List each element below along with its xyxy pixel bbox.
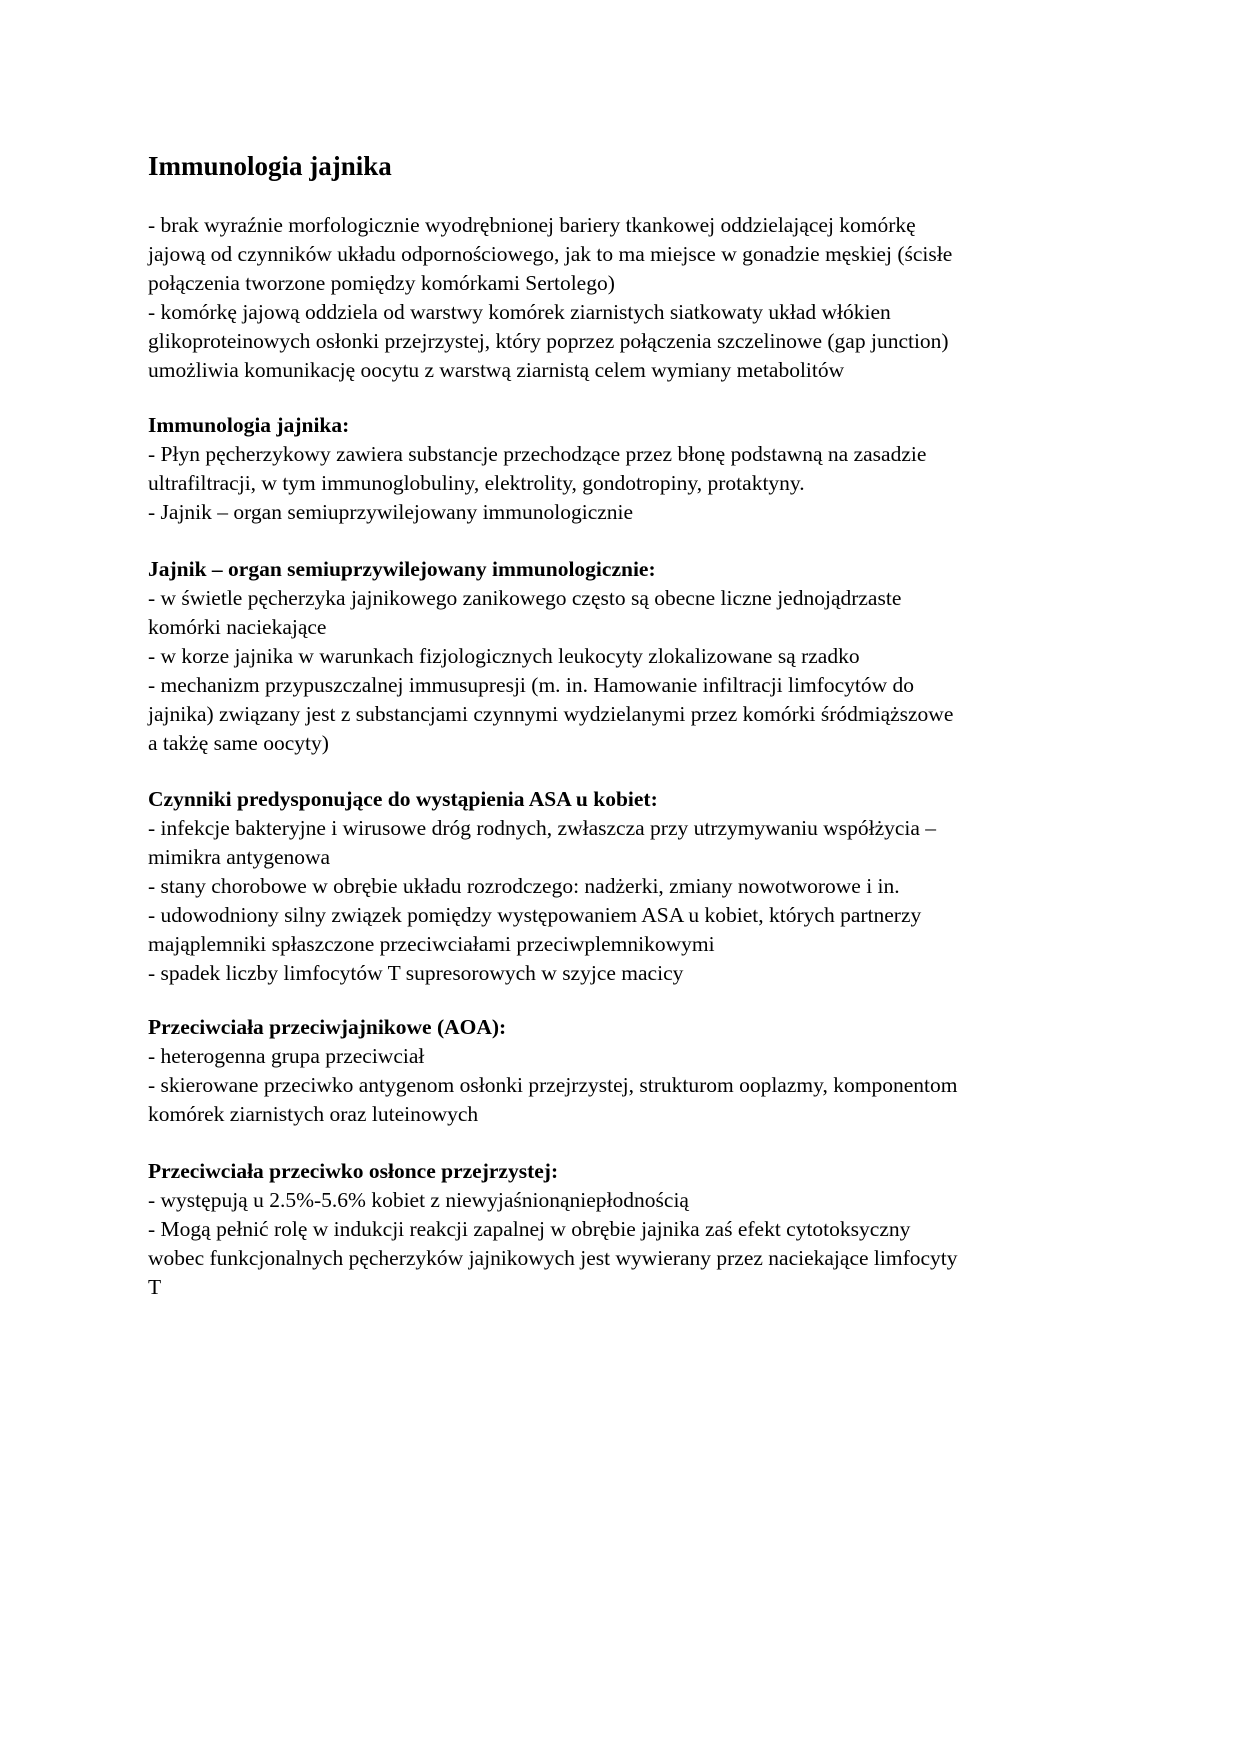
section-heading: Jajnik – organ semiuprzywilejowany immunologicznie: [148,557,656,581]
text-line: - występują u 2.5%-5.6% kobiet z niewyjaśnionąniepłodnością [148,1188,689,1212]
text-line: glikoproteinowych osłonki przejrzystej, który poprzez połączenia szczelinowe (gap junction) [148,329,949,353]
text-line: - Mogą pełnić rolę w indukcji reakcji zapalnej w obrębie jajnika zaś efekt cytotoksyczny [148,1217,911,1241]
text-line: - spadek liczby limfocytów T supresorowych w szyjce macicy [148,961,684,985]
text-line: a takżę same oocyty) [148,731,329,755]
text-line: komórki naciekające [148,615,327,639]
text-line: umożliwia komunikację oocytu z warstwą ziarnistą celem wymiany metabolitów [148,358,845,382]
text-line: - infekcje bakteryjne i wirusowe dróg rodnych, zwłaszcza przy utrzymywaniu współżycia – [148,816,937,840]
text-line: komórek ziarnistych oraz luteinowych [148,1102,479,1126]
text-line: - Jajnik – organ semiuprzywilejowany immunologicznie [148,500,634,524]
text-line: - skierowane przeciwko antygenom osłonki przejrzystej, strukturom ooplazmy, komponentom [148,1073,958,1097]
section-heading: Immunologia jajnika: [148,413,350,437]
section-jajnik-organ [148,555,1108,758]
text-line: ultrafiltracji, w tym immunoglobuliny, elektrolity, gondotropiny, protaktyny. [148,471,805,495]
section-czynniki-asa [148,785,1108,988]
text-line: - udowodniony silny związek pomiędzy występowaniem ASA u kobiet, których partnerzy [148,903,922,927]
text-line: T [148,1275,162,1299]
text-line: - komórkę jajową oddziela od warstwy komórek ziarnistych siatkowaty układ włókien [148,300,891,324]
section-intro [148,211,1108,385]
text-line: jajnika) związany jest z substancjami czynnymi wydzielanymi przez komórki śródmiąższowe [148,702,954,726]
text-line: - w korze jajnika w warunkach fizjologicznych leukocyty zlokalizowane są rzadko [148,644,860,668]
text-line: mimikra antygenowa [148,845,331,869]
section-heading: Przeciwciała przeciwko osłonce przejrzystej: [148,1159,559,1183]
text-line: - Płyn pęcherzykowy zawiera substancje przechodzące przez błonę podstawną na zasadzie [148,442,927,466]
text-line: mająplemniki spłaszczone przeciwciałami przeciwplemnikowymi [148,932,715,956]
text-line: - heterogenna grupa przeciwciał [148,1044,425,1068]
text-line: - brak wyraźnie morfologicznie wyodrębnionej bariery tkankowej oddzielającej komórkę [148,213,916,237]
section-heading: Przeciwciała przeciwjajnikowe (AOA): [148,1015,507,1039]
section-oslonka-przejrzysta [148,1157,1108,1302]
text-line: wobec funkcjonalnych pęcherzyków jajnikowych jest wywierany przez naciekające limfocyty [148,1246,958,1270]
text-line: - mechanizm przypuszczalnej immusupresji (m. in. Hamowanie infiltracji limfocytów do [148,673,915,697]
document-title: Immunologia jajnika [148,151,392,181]
section-aoa [148,1013,1108,1129]
section-immunologia-jajnika [148,411,1108,527]
text-line: - stany chorobowe w obrębie układu rozrodczego: nadżerki, zmiany nowotworowe i in. [148,874,900,898]
text-line: jajową od czynników układu odpornościowego, jak to ma miejsce w gonadzie męskiej (ścisłe [148,242,953,266]
text-line: połączenia tworzone pomiędzy komórkami Sertolego) [148,271,615,295]
text-line: - w świetle pęcherzyka jajnikowego zanikowego często są obecne liczne jednojądrzaste [148,586,902,610]
section-heading: Czynniki predysponujące do wystąpienia ASA u kobiet: [148,787,658,811]
